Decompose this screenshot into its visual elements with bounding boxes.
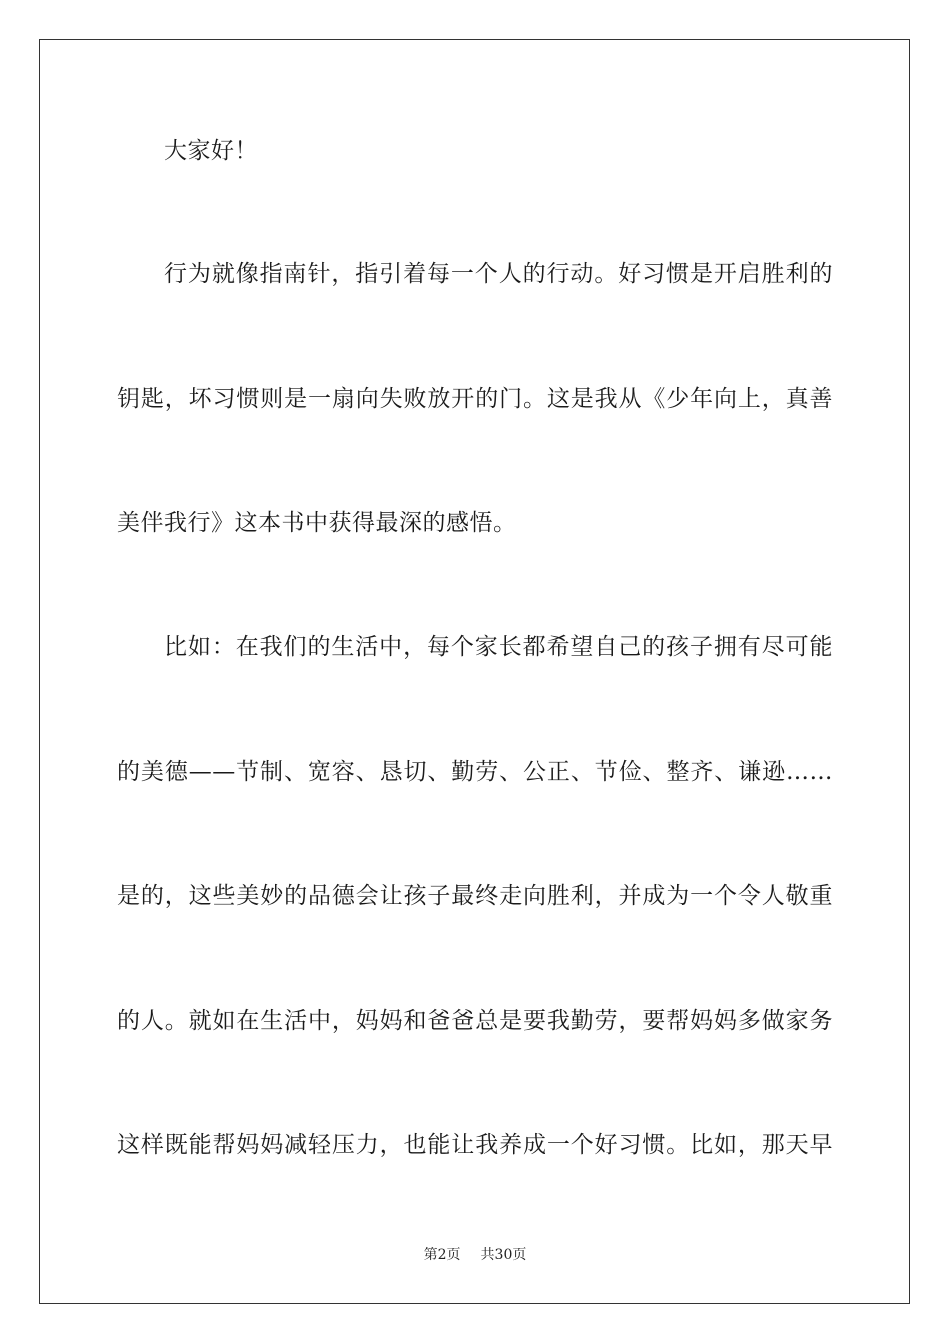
page-number: 第2页 [423, 1247, 461, 1263]
page-border [39, 39, 910, 1304]
paragraph-1-line-2: 钥匙，坏习惯则是一扇向失败放开的门。这是我从《少年向上，真善 [117, 386, 833, 412]
page-total: 共30页 [480, 1247, 527, 1263]
paragraph-2-line-4: 的人。就如在生活中，妈妈和爸爸总是要我勤劳，要帮妈妈多做家务 [117, 1008, 833, 1034]
paragraph-1-line-1: 行为就像指南针，指引着每一个人的行动。好习惯是开启胜利的 [164, 261, 833, 287]
paragraph-2-line-3: 是的，这些美妙的品德会让孩子最终走向胜利，并成为一个令人敬重 [117, 883, 833, 909]
page-footer [0, 1246, 950, 1264]
greeting-line: 大家好！ [164, 138, 258, 164]
paragraph-1-line-3: 美伴我行》这本书中获得最深的感悟。 [117, 510, 517, 536]
paragraph-2-line-1: 比如：在我们的生活中，每个家长都希望自己的孩子拥有尽可能 [164, 634, 833, 660]
paragraph-2-line-5: 这样既能帮妈妈减轻压力，也能让我养成一个好习惯。比如，那天早 [117, 1132, 833, 1158]
paragraph-2-line-2: 的美德——节制、宽容、恳切、勤劳、公正、节俭、整齐、谦逊…… [117, 759, 833, 785]
